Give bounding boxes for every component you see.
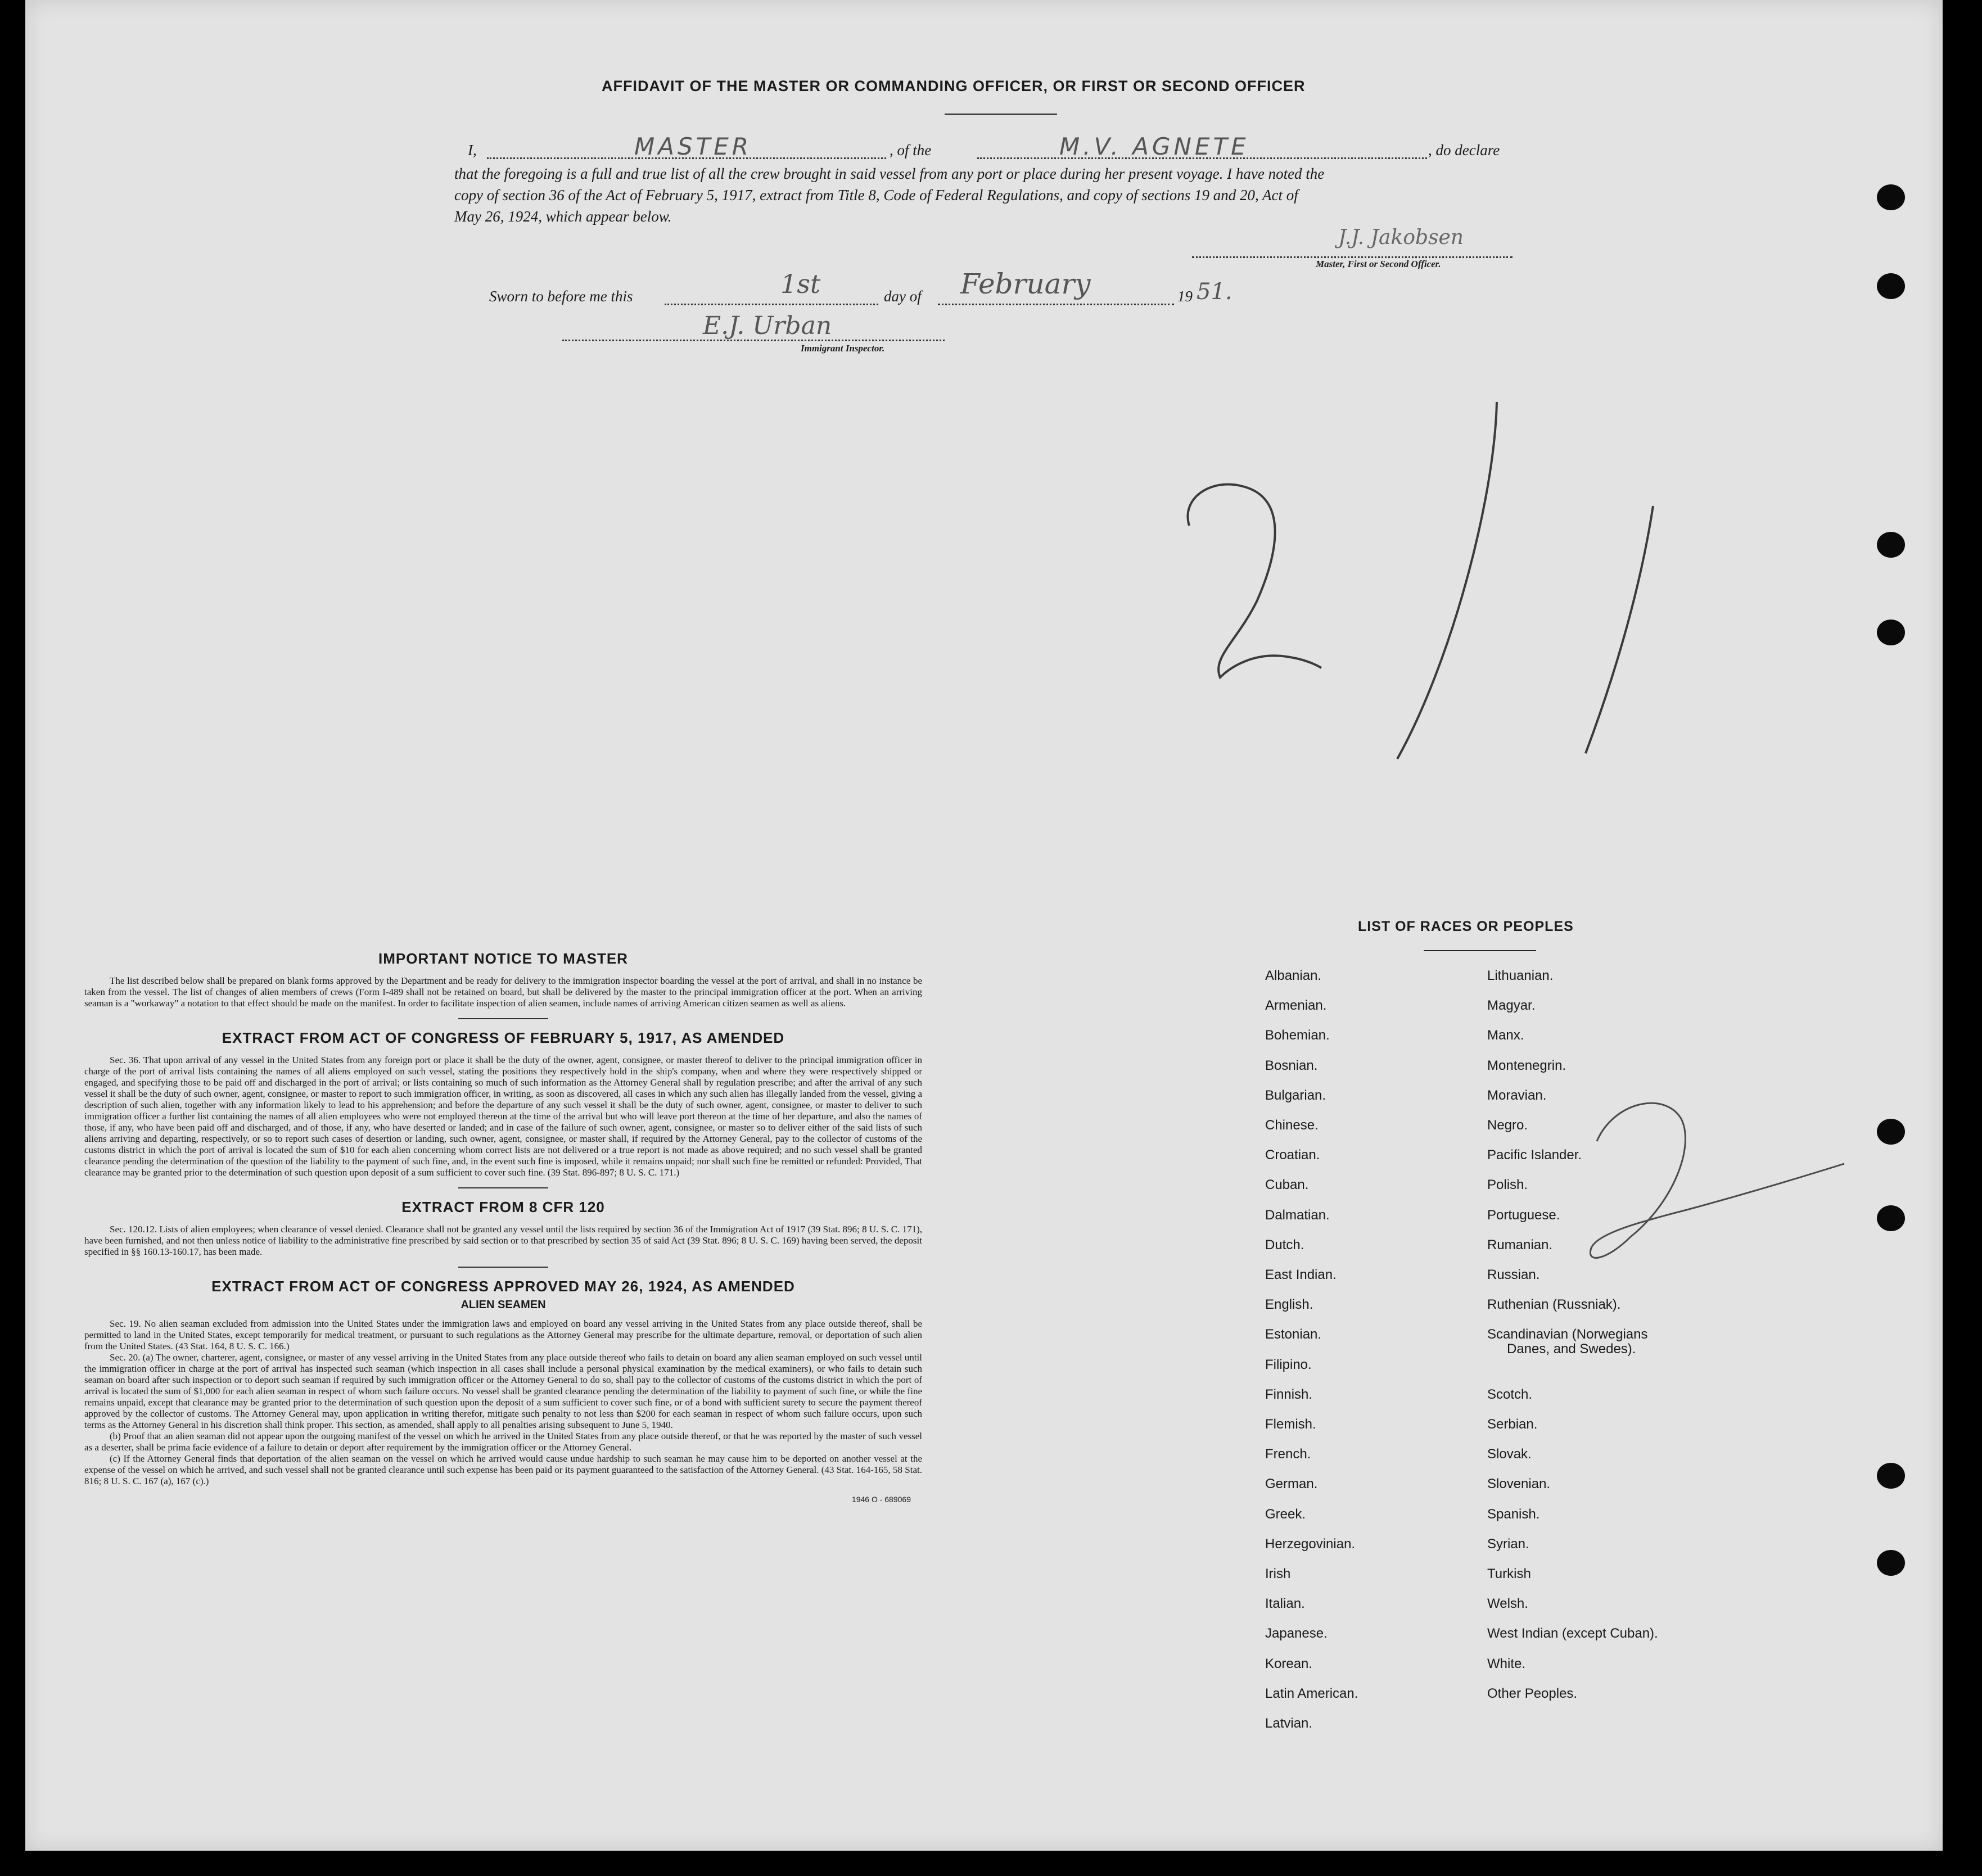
inspector-signature: E.J. Urban: [703, 311, 832, 340]
master-signature: J.J. Jakobsen: [1338, 226, 1464, 249]
sworn-month: February: [960, 268, 1091, 300]
race-item: Cuban.: [1265, 1177, 1309, 1193]
notice-title: IMPORTANT NOTICE TO MASTER: [378, 950, 628, 967]
race-item: Slovenian.: [1487, 1476, 1551, 1492]
punch-hole: [1877, 1550, 1905, 1576]
race-item: Herzegovinian.: [1265, 1536, 1356, 1552]
i-label: I,: [468, 142, 477, 159]
extract-1924-paragraph: (b) Proof that an alien seaman did not appear upon the outgoing manifest of the vessel on which he arrived in the United States from any place outside thereof, or that he was reported by the master of such vessel as a deserter, shall be prima facie evidence of a failure to detain or deport after requirement by the immigration officer or the Attorney General.: [84, 1431, 922, 1453]
punch-hole: [1877, 1463, 1905, 1489]
race-item: Greek.: [1265, 1506, 1306, 1522]
race-item: English.: [1265, 1297, 1313, 1313]
race-item: Montenegrin.: [1487, 1057, 1566, 1073]
race-item: Russian.: [1487, 1267, 1540, 1282]
notice-text: The list described below shall be prepared on blank forms approved by the Department and be ready for delivery to the immigration inspector boarding the vessel at the port of arrival, and shall in no instance be taken from the vessel. The list of changes of alien members of crews (Form I-489 shall not be retained on board, but shall be delivered by the master to the principal immigration officer at the port. When an arriving seaman is a "workaway" a notation to that effect should be made on the manifest. In order to facilitate inspection of alien seamen, include names of arriving American citizen seamen as well as aliens.: [84, 975, 922, 1009]
section-rule: [458, 1018, 548, 1019]
extract-1924-title: EXTRACT FROM ACT OF CONGRESS APPROVED MAY 26, 1924, AS AMENDED: [211, 1278, 795, 1295]
race-item: Scotch.: [1487, 1386, 1533, 1402]
extract-cfr-title: EXTRACT FROM 8 CFR 120: [401, 1199, 605, 1215]
race-item: Latin American.: [1265, 1685, 1358, 1701]
punch-hole: [1877, 1205, 1905, 1231]
signature-line: [1192, 256, 1513, 258]
race-item: Other Peoples.: [1487, 1685, 1578, 1701]
margin-mark-text: [1563, 1079, 1564, 1080]
race-item: Manx.: [1487, 1028, 1524, 1043]
race-item: Korean.: [1265, 1656, 1313, 1671]
section-rule: [458, 1267, 548, 1268]
race-item: Turkish: [1487, 1566, 1531, 1581]
race-item: French.: [1265, 1446, 1311, 1462]
race-item: Irish: [1265, 1566, 1291, 1581]
race-item: Flemish.: [1265, 1417, 1316, 1432]
race-item: Serbian.: [1487, 1417, 1538, 1432]
inspector-line: [562, 340, 945, 341]
race-item: Chinese.: [1265, 1118, 1319, 1133]
race-item: Albanian.: [1265, 968, 1322, 983]
do-declare-label: , do declare: [1428, 142, 1500, 159]
race-item: Finnish.: [1265, 1386, 1313, 1402]
sworn-day: 1st: [780, 269, 821, 299]
legal-notices: [84, 950, 922, 1504]
extract-1924-subtitle: ALIEN SEAMEN: [460, 1299, 546, 1311]
extract-1917-text: Sec. 36. That upon arrival of any vessel in the United States from any foreign port or place it shall be the duty of the owner, agent, consignee, or master thereof to deliver to the principal immigration officer in charge of the port of arrival lists containing the names of all aliens employed on such vessel, stating the positions they respectively hold in the ship's company, when and where they were respectively shipped or engaged, and specifying those to be paid off and discharged in the port of arrival; or lists containing so much of such information as the Attorney General shall by regulation prescribe; and after the arrival of any such vessel it shall be the duty of such owner, agent, consignee, or master to report to such immigration officer, in writing, as soon as discovered, all cases in which any such alien has illegally landed from the vessel, giving a description of such alien, together with any information likely to lead to his apprehension; and before the departure of any such vessel it shall be the duty of such owner, agent, consignee, or master to deliver to such immigration officer a further list containing the names of all alien employees who were not employed thereon at the time of the arrival but who will leave port thereon at the time of her departure, and also the names of those, if any, who have been paid off and discharged, and of those, if any, who have deserted or landed; and in case of the failure of such owner, agent, consignee, or master so to deliver either of the said lists of such aliens arriving and departing, respectively, or so to report such cases of desertion or landing, such owner, agent, consignee, or master shall, if required by the Attorney General, pay to the collector of customs of the customs district in which the port of arrival is located the sum of $10 for each alien concerning whom correct lists are not delivered or a true report is not made as above required; and no such vessel shall be granted clearance pending the determination of the question of the liability to the payment of such fine, and, in the event such fine is imposed, while it remains unpaid; nor shall such fine be remitted or refunded: Provided, That clearance may be granted prior to the determination of such question upon deposit of a sum sufficient to cover such fine. (39 Stat. 896-897; 8 U. S. C. 171.): [84, 1055, 922, 1178]
race-item: East Indian.: [1265, 1267, 1337, 1282]
extract-1917-title: EXTRACT FROM ACT OF CONGRESS OF FEBRUARY 5, 1917, AS AMENDED: [222, 1029, 785, 1046]
race-item: West Indian (except Cuban).: [1487, 1626, 1658, 1642]
punch-hole: [1877, 1119, 1905, 1145]
title-rule: [945, 114, 1057, 115]
affidavit-body-line: May 26, 1924, which appear below.: [454, 208, 672, 225]
punch-hole: [1877, 184, 1905, 210]
race-item: Bosnian.: [1265, 1057, 1318, 1073]
extract-1924-paragraph: (c) If the Attorney General finds that deportation of the alien seaman on the vessel on which he arrived would cause undue hardship to such seaman he may cause him to be deported on another vessel at the expense of the vessel on which he arrived, and such vessel shall not be granted clearance until such expense has been paid or its payment guaranteed to the satisfaction of the Attorney General. (43 Stat. 164-165, 58 Stat. 816; 8 U. S. C. 167 (a), 167 (c).): [84, 1453, 922, 1486]
month-line: [938, 304, 1174, 305]
year-prefix: 19: [1177, 288, 1193, 305]
race-item: White.: [1487, 1656, 1526, 1671]
affidavit-body-line: that the foregoing is a full and true list of all the crew brought in said vessel from any port or place during her present voyage. I have noted the: [454, 165, 1325, 182]
race-item: Spanish.: [1487, 1506, 1540, 1522]
section-rule: [458, 1187, 548, 1188]
race-item: Welsh.: [1487, 1596, 1528, 1612]
race-item: Lithuanian.: [1487, 968, 1554, 983]
day-line: [665, 304, 878, 305]
race-item: Bohemian.: [1265, 1028, 1330, 1043]
race-item: German.: [1265, 1476, 1318, 1492]
punch-hole: [1877, 620, 1905, 645]
race-item: Syrian.: [1487, 1536, 1529, 1552]
race-item: Slovak.: [1487, 1446, 1532, 1462]
extract-1924-paragraph: Sec. 19. No alien seaman excluded from admission into the United States under the immigration laws and employed on board any vessel arriving in the United States from any place outside thereof, shall be permitted to land in the United States, except temporarily for medical treatment, or pursuant to such regulations as the Attorney General may prescribe for the ultimate departure, removal, or deportation of such alien from the United States. (43 Stat. 164, 8 U. S. C. 166.): [84, 1318, 922, 1351]
race-item: Rumanian.: [1487, 1237, 1553, 1253]
race-item: Japanese.: [1265, 1626, 1328, 1642]
race-item: Negro.: [1487, 1118, 1528, 1133]
race-item: Moravian.: [1487, 1087, 1547, 1103]
race-item-continuation: Danes, and Swedes).: [1507, 1341, 1636, 1357]
race-item: Portuguese.: [1487, 1207, 1560, 1223]
day-of-label: day of: [884, 288, 922, 305]
race-item: Bulgarian.: [1265, 1087, 1326, 1103]
of-the-label: , of the: [890, 142, 932, 159]
extract-1924-paragraph: Sec. 20. (a) The owner, charterer, agent, consignee, or master of any vessel arriving in the United States from any place outside thereof who fails to detain on board any alien seaman employed on such vessel until the immigration officer in charge at the port of arrival has inspected such seaman (which inspection in all cases shall include a personal physical examination by the medical examiners), or who fails to detain such seaman on board after such inspection or to deport such seaman if required by such immigration officer or the Attorney General to do so, shall pay to the collector of customs of the customs district in which the port of arrival is located the sum of $1,000 for each alien seaman in respect of whom such failure occurs. No vessel shall be granted clearance pending the determination of the liability to payment of such fine, or while the fine remains unpaid, except that clearance may be granted prior to the determination of such question upon the deposit of a sum sufficient to cover such fine, or of a bond with sufficient surety to secure the payment thereof approved by the collector of customs. The Attorney General may, upon application in writing therefor, mitigate such penalty to not less than $200 for each seaman in respect of whom such failure occurs, upon such terms as the Attorney General in his discretion shall think proper. This section, as amended, shall apply to all penalties arising subsequent to June 5, 1940.: [84, 1352, 922, 1430]
extract-cfr-text: Sec. 120.12. Lists of alien employees; when clearance of vessel denied. Clearance shall not be granted any vessel until the lists required by section 36 of the Immigration Act of 1917 (39 Stat. 896; 8 U. S. C. 171), have been furnished, and not then unless notice of liability to the administrative fine prescribed by said section or to that prescribed by section 35 of said Act (39 Stat. 896; 8 U. S. C. 169) having been served, the deposit specified in §§ 160.13-160.17, has been made.: [84, 1224, 922, 1257]
race-item: Magyar.: [1487, 998, 1536, 1014]
race-item: Croatian.: [1265, 1147, 1320, 1163]
race-item: Estonian.: [1265, 1327, 1322, 1342]
races-title-rule: [1424, 950, 1536, 951]
race-item: Polish.: [1487, 1177, 1528, 1193]
race-item: Dutch.: [1265, 1237, 1304, 1253]
sworn-year: 51.: [1197, 279, 1232, 305]
affidavit-title: AFFIDAVIT OF THE MASTER OR COMMANDING OFFICER, OR FIRST OR SECOND OFFICER: [602, 78, 1306, 94]
handwritten-margin-mark: [1563, 1079, 1855, 1316]
race-item: Italian.: [1265, 1596, 1305, 1612]
race-item: Dalmatian.: [1265, 1207, 1330, 1223]
punch-hole: [1877, 273, 1905, 299]
affidavit-body-line: copy of section 36 of the Act of February 5, 1917, extract from Title 8, Code of Federal Regulations, and copy of sections 19 and 20, Act of: [454, 187, 1298, 204]
race-item: Latvian.: [1265, 1716, 1313, 1731]
race-item: Pacific Islander.: [1487, 1147, 1582, 1163]
race-item: Scandinavian (Norwegians: [1487, 1327, 1648, 1342]
affidavit-body: [454, 163, 1517, 227]
inspector-caption: Immigrant Inspector.: [801, 343, 885, 354]
signature-caption: Master, First or Second Officer.: [1316, 259, 1441, 269]
race-item: Filipino.: [1265, 1357, 1312, 1372]
race-item: Ruthenian (Russniak).: [1487, 1297, 1621, 1313]
officer-handwritten: MASTER: [634, 133, 752, 160]
print-code: 1946 O - 689069: [851, 1495, 911, 1504]
races-title: LIST OF RACES OR PEOPLES: [1358, 919, 1574, 934]
handwritten-page-number: [1158, 394, 1676, 798]
race-item: Armenian.: [1265, 998, 1327, 1014]
punch-hole: [1877, 532, 1905, 558]
sworn-label: Sworn to before me this: [489, 288, 633, 305]
vessel-handwritten: M.V. AGNETE: [1059, 133, 1249, 160]
